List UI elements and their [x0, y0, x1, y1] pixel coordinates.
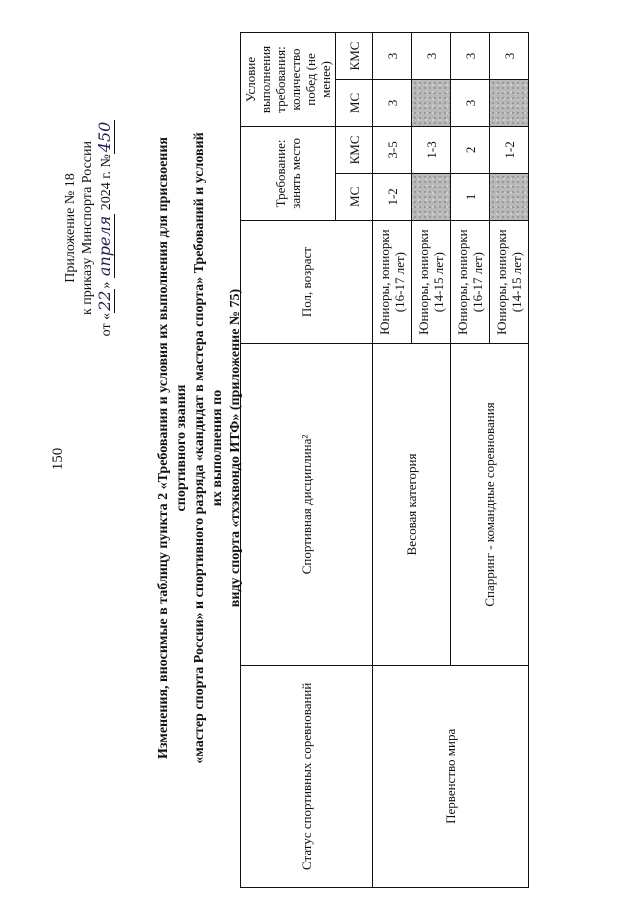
header-age: Пол, возраст [241, 220, 373, 344]
subheader-wins-kms: КМС [336, 33, 373, 80]
date-year: 2024 г. № [99, 154, 114, 211]
wins-kms-cell: 3 [373, 33, 412, 80]
header-condition: Условие выполнения требования: количество побед (не менее) [241, 33, 336, 127]
wins-kms-cell: 3 [490, 33, 529, 80]
page-number: 150 [50, 447, 66, 471]
place-ms-cell: 1-2 [373, 173, 412, 220]
place-ms-cell-shaded [490, 173, 529, 220]
wins-kms-cell: 3 [412, 33, 451, 80]
requirements-table [240, 32, 529, 888]
appendix-order-ref: к приказу Минспорта России [80, 141, 95, 315]
wins-ms-cell-shaded [412, 80, 451, 127]
date-mid: » [99, 281, 114, 289]
subheader-wins-ms: МС [336, 80, 373, 127]
appendix-block [62, 98, 115, 358]
place-ms-cell: 1 [451, 173, 490, 220]
wins-ms-cell-shaded [490, 80, 529, 127]
table-header-row [241, 33, 336, 888]
header-status: Статус спортивных соревнований [241, 665, 373, 887]
place-kms-cell: 3-5 [373, 126, 412, 173]
age-cell: Юниоры, юниорки (16-17 лет) [373, 220, 412, 344]
document-heading [155, 128, 245, 768]
discipline-cell: Весовая категория [373, 344, 451, 665]
heading-line-1: Изменения, вносимые в таблицу пункта 2 «Требования и условия их выполнения для присвоения спортивного звания [156, 136, 189, 760]
handwritten-day: 22 [95, 290, 114, 311]
place-kms-cell: 1-2 [490, 126, 529, 173]
age-cell: Юниоры, юниорки (16-17 лет) [451, 220, 490, 344]
handwritten-month: апреля [95, 215, 114, 277]
age-cell: Юниоры, юниорки (14-15 лет) [490, 220, 529, 344]
place-ms-cell-shaded [412, 173, 451, 220]
discipline-cell: Спарринг - командные соревнования [451, 344, 529, 665]
appendix-title: Приложение № 18 [63, 173, 78, 283]
wins-ms-cell: 3 [373, 80, 412, 127]
subheader-place-kms: КМС [336, 126, 373, 173]
header-place: Требование: занять место [241, 126, 336, 220]
wins-ms-cell: 3 [451, 80, 490, 127]
heading-line-2: «мастер спорта России» и спортивного разряда «кандидат в мастера спорта» Требований и условий их выполнения по [192, 132, 225, 764]
place-kms-cell: 1-3 [412, 126, 451, 173]
wins-kms-cell: 3 [451, 33, 490, 80]
header-discipline: Спортивная дисциплина² [241, 344, 373, 665]
table-row [373, 33, 412, 888]
heading-line-3: виду спорта «тхэквондо ИТФ» (приложение № 75) [228, 288, 243, 608]
place-kms-cell: 2 [451, 126, 490, 173]
date-prefix: от « [99, 312, 114, 337]
subheader-place-ms: МС [336, 173, 373, 220]
status-cell: Первенство мира [373, 665, 529, 887]
appendix-date-line [96, 98, 115, 358]
age-cell: Юниоры, юниорки (14-15 лет) [412, 220, 451, 344]
handwritten-order-number: 450 [95, 121, 114, 153]
